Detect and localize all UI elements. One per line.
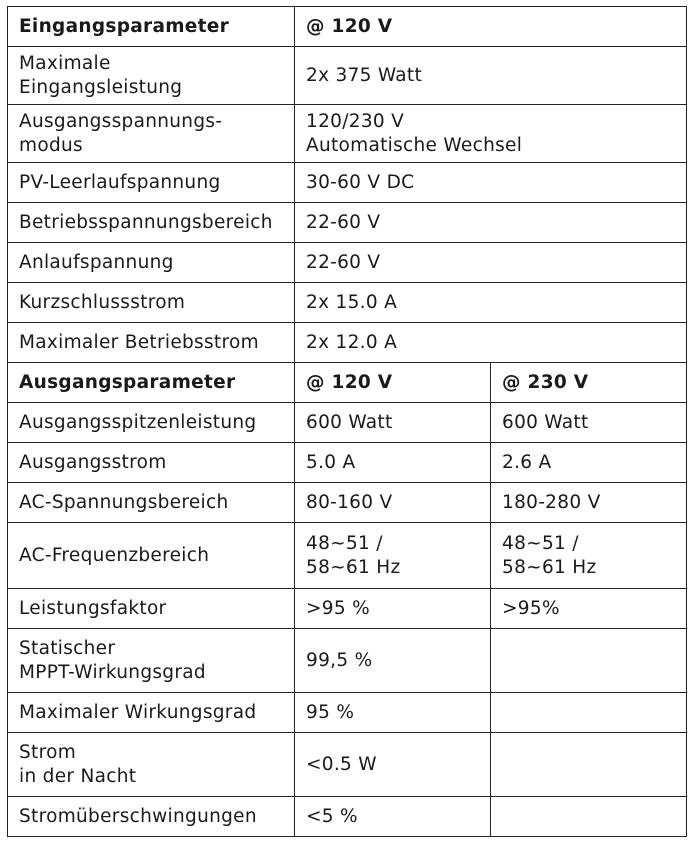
row-label: AC-Spannungsbereich (8, 483, 295, 523)
row-label: Betriebsspannungsbereich (8, 203, 295, 243)
row-value-120: 80-160 V (295, 483, 491, 523)
output-header-v230: @ 230 V (491, 363, 687, 403)
table-row (8, 283, 687, 323)
row-value: 22-60 V (295, 243, 687, 283)
row-label: AC-Frequenzbereich (8, 523, 295, 589)
row-value: 30-60 V DC (295, 163, 687, 203)
row-label: Statischer MPPT-Wirkungsgrad (8, 629, 295, 693)
row-value-120: 48~51 / 58~61 Hz (295, 523, 491, 589)
table-row (8, 47, 687, 105)
table-row (8, 323, 687, 363)
table-row (8, 589, 687, 629)
table-row (8, 629, 687, 693)
row-value-120: 600 Watt (295, 403, 491, 443)
table-row (8, 203, 687, 243)
row-value-230: 2.6 A (491, 443, 687, 483)
row-label: Maximale Eingangsleistung (8, 47, 295, 105)
table-row (8, 523, 687, 589)
table-row (8, 733, 687, 797)
row-value-230: 180-280 V (491, 483, 687, 523)
table-row (8, 797, 687, 837)
row-value-230: 600 Watt (491, 403, 687, 443)
row-value-230 (491, 629, 687, 693)
row-value-230 (491, 797, 687, 837)
row-value-230 (491, 693, 687, 733)
row-label: Leistungsfaktor (8, 589, 295, 629)
row-value-120: 95 % (295, 693, 491, 733)
row-value-120: 5.0 A (295, 443, 491, 483)
row-label: Ausgangsstrom (8, 443, 295, 483)
row-label: Maximaler Betriebsstrom (8, 323, 295, 363)
table-row (8, 443, 687, 483)
row-value-120: 99,5 % (295, 629, 491, 693)
row-label: Stromüberschwingungen (8, 797, 295, 837)
input-header-label: Eingangsparameter (8, 7, 295, 47)
row-value-230: >95% (491, 589, 687, 629)
row-value: 2x 15.0 A (295, 283, 687, 323)
row-label: Ausgangsspannungs- modus (8, 105, 295, 163)
row-label: Anlaufspannung (8, 243, 295, 283)
row-value: 120/230 V Automatische Wechsel (295, 105, 687, 163)
table-row (8, 243, 687, 283)
row-label: Ausgangsspitzenleistung (8, 403, 295, 443)
row-value: 2x 375 Watt (295, 47, 687, 105)
row-label: Strom in der Nacht (8, 733, 295, 797)
table-row (8, 693, 687, 733)
input-header-v120: @ 120 V (295, 7, 687, 47)
input-header-row (8, 7, 687, 47)
output-header-label: Ausgangsparameter (8, 363, 295, 403)
row-value: 2x 12.0 A (295, 323, 687, 363)
output-header-v120: @ 120 V (295, 363, 491, 403)
row-value-230: 48~51 / 58~61 Hz (491, 523, 687, 589)
table-row (8, 163, 687, 203)
row-value-120: <0.5 W (295, 733, 491, 797)
row-value-120: >95 % (295, 589, 491, 629)
row-label: PV-Leerlaufspannung (8, 163, 295, 203)
row-label: Kurzschlussstrom (8, 283, 295, 323)
row-value-120: <5 % (295, 797, 491, 837)
row-value: 22-60 V (295, 203, 687, 243)
table-row (8, 483, 687, 523)
row-value-230 (491, 733, 687, 797)
output-header-row (8, 363, 687, 403)
row-label: Maximaler Wirkungsgrad (8, 693, 295, 733)
table-row (8, 105, 687, 163)
spec-table (7, 6, 687, 837)
table-row (8, 403, 687, 443)
